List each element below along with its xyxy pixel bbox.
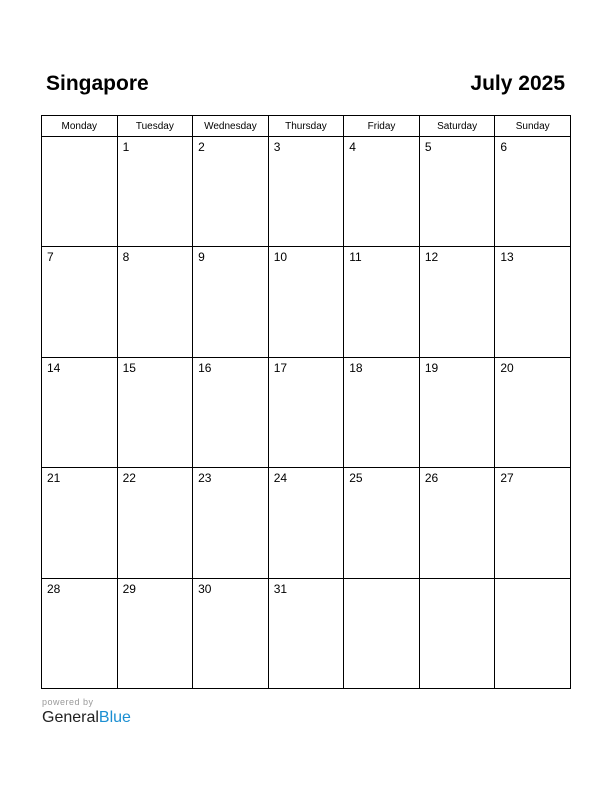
- day-number: 19: [424, 360, 439, 375]
- calendar-country-title: Singapore: [46, 72, 149, 95]
- day-cell: [42, 468, 118, 578]
- weekday-header: Wednesday: [193, 116, 269, 137]
- weekday-header: Sunday: [495, 116, 571, 137]
- day-cell: [419, 578, 495, 688]
- day-number: 14: [47, 360, 61, 375]
- day-number: 1: [122, 140, 130, 154]
- day-number: 30: [198, 581, 212, 596]
- day-number: 11: [349, 250, 362, 265]
- day-number: 12: [424, 250, 439, 265]
- generalblue-logo[interactable]: [42, 709, 131, 727]
- day-number: 27: [500, 471, 514, 486]
- day-number: 10: [273, 250, 288, 265]
- day-number: [42, 137, 117, 140]
- logo-general-text: General: [42, 709, 99, 726]
- day-cell: [117, 247, 193, 357]
- calendar-month-title: July 2025: [470, 72, 565, 95]
- logo-blue-text: Blue: [98, 709, 131, 726]
- day-number: 26: [424, 471, 439, 486]
- day-cell: [344, 357, 420, 467]
- day-cell: [495, 137, 571, 247]
- day-number: [495, 579, 570, 582]
- day-cell: [268, 137, 344, 247]
- day-cell: [193, 578, 269, 688]
- day-number: 7: [47, 250, 54, 265]
- day-number: 8: [122, 250, 130, 265]
- day-cell: [268, 247, 344, 357]
- weekday-header: Monday: [42, 116, 118, 137]
- weekday-header-row: [42, 116, 571, 137]
- day-number: 21: [47, 471, 61, 486]
- day-cell: [117, 578, 193, 688]
- day-number: 18: [349, 360, 363, 375]
- day-number: 31: [273, 581, 288, 596]
- day-cell: [419, 247, 495, 357]
- day-number: 3: [273, 140, 281, 154]
- day-number: 13: [500, 250, 514, 265]
- day-number: [344, 579, 419, 582]
- day-cell: [344, 578, 420, 688]
- weekday-header: Friday: [344, 116, 420, 137]
- day-number: 29: [122, 581, 136, 596]
- day-number: 4: [349, 140, 356, 154]
- day-cell: [419, 137, 495, 247]
- day-cell: [42, 357, 118, 467]
- day-cell: [193, 137, 269, 247]
- day-number: 24: [273, 471, 288, 486]
- calendar-grid: [41, 115, 571, 689]
- footer-branding: [42, 697, 131, 727]
- week-row: [42, 137, 571, 247]
- day-number: 22: [122, 471, 136, 486]
- day-number: 2: [198, 140, 205, 154]
- day-number: 16: [198, 360, 212, 375]
- day-number: 9: [198, 250, 205, 265]
- day-number: 17: [273, 360, 288, 375]
- week-row: [42, 578, 571, 688]
- day-cell: [344, 247, 420, 357]
- day-cell: [268, 468, 344, 578]
- day-cell: [42, 247, 118, 357]
- day-cell: [42, 578, 118, 688]
- day-cell: [117, 357, 193, 467]
- day-number: [420, 579, 495, 582]
- day-number: 20: [500, 360, 514, 375]
- day-cell: [193, 247, 269, 357]
- day-cell: [42, 137, 118, 247]
- day-cell: [268, 578, 344, 688]
- day-number: 6: [500, 140, 508, 154]
- day-cell: [419, 357, 495, 467]
- day-cell: [419, 468, 495, 578]
- day-cell: [495, 247, 571, 357]
- day-cell: [344, 468, 420, 578]
- day-cell: [117, 468, 193, 578]
- week-row: [42, 247, 571, 357]
- day-number: 25: [349, 471, 363, 486]
- day-number: 23: [198, 471, 212, 486]
- day-cell: [495, 357, 571, 467]
- weekday-header: Thursday: [268, 116, 344, 137]
- day-cell: [268, 357, 344, 467]
- day-cell: [344, 137, 420, 247]
- weekday-header: Saturday: [419, 116, 495, 137]
- weekday-header: Tuesday: [117, 116, 193, 137]
- day-cell: [193, 357, 269, 467]
- day-cell: [193, 468, 269, 578]
- day-cell: [117, 137, 193, 247]
- week-row: [42, 357, 571, 467]
- day-cell: [495, 578, 571, 688]
- day-number: 5: [424, 140, 432, 154]
- day-number: 15: [122, 360, 136, 375]
- day-number: 28: [47, 581, 61, 596]
- week-row: [42, 468, 571, 578]
- powered-by-text: powered by: [42, 697, 94, 707]
- day-cell: [495, 468, 571, 578]
